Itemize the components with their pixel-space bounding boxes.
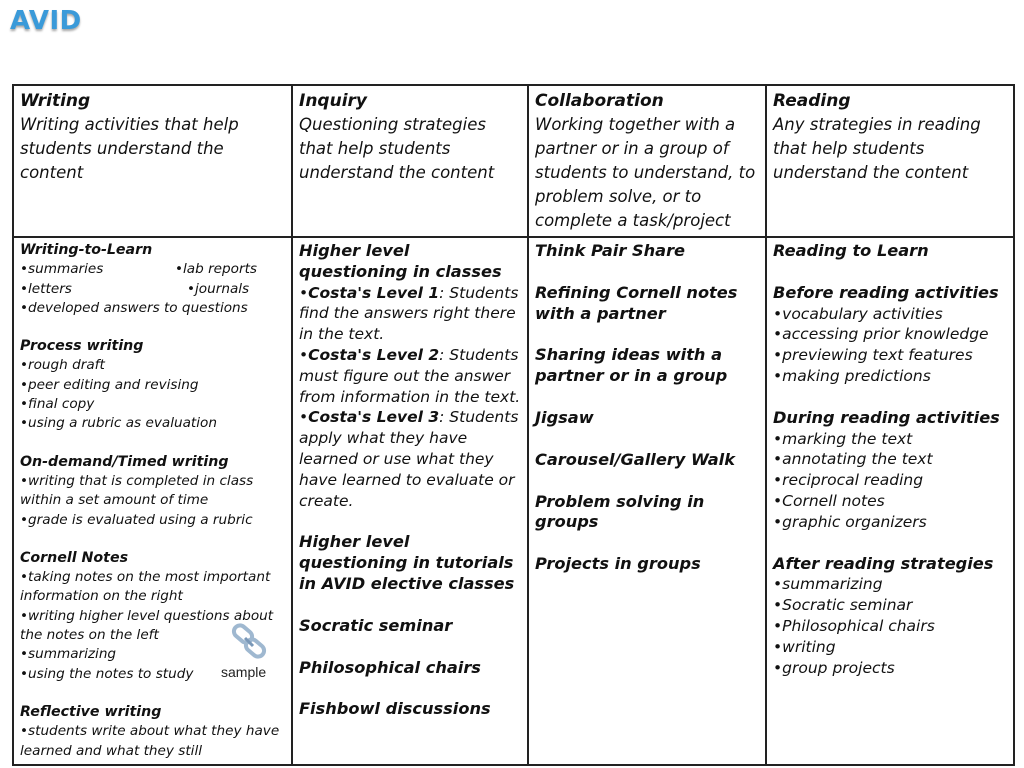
list-item-text: • journals bbox=[175, 280, 249, 299]
list-item: • developed answers to questions bbox=[20, 299, 285, 318]
section-title: After reading strategies bbox=[773, 553, 994, 573]
section-title: Problem solving in groups bbox=[535, 491, 705, 532]
list-item: • grade is evaluated using a rubric bbox=[20, 511, 285, 530]
chain-link-icon[interactable] bbox=[229, 622, 269, 662]
list-item: • accessing prior knowledge bbox=[773, 324, 1007, 345]
list-item-text: : Students apply what they have learned or use what they have learned to evaluate or create. bbox=[299, 408, 519, 510]
list-item-text: • summaries bbox=[20, 260, 175, 279]
list-item: • writing higher level questions about the notes on the left bbox=[20, 607, 285, 646]
list-item: • vocabulary activities bbox=[773, 304, 1007, 325]
list-item: • reciprocal reading bbox=[773, 470, 1007, 491]
sample-link-label[interactable]: sample bbox=[221, 664, 267, 680]
list-item: • marking the text bbox=[773, 429, 1007, 450]
inquiry-cell bbox=[292, 237, 528, 765]
header-reading bbox=[766, 85, 1014, 237]
list-item: • group projects bbox=[773, 658, 1007, 679]
column-description: Writing activities that help students understand the content bbox=[20, 115, 239, 182]
header-collaboration bbox=[528, 85, 766, 237]
collaboration-cell bbox=[528, 237, 766, 765]
list-item bbox=[299, 407, 521, 511]
column-title: Inquiry bbox=[299, 91, 367, 111]
costa-level-label: Costa's Level 2 bbox=[308, 345, 440, 364]
list-item: • annotating the text bbox=[773, 449, 1007, 470]
list-item bbox=[299, 345, 521, 407]
header-row bbox=[13, 85, 1014, 237]
list-item: • students write about what they have learned and what they still bbox=[20, 722, 285, 761]
section-title: During reading activities bbox=[773, 407, 1000, 427]
content-row bbox=[13, 237, 1014, 765]
section-title: Think Pair Share bbox=[535, 241, 686, 260]
writing-cell bbox=[13, 237, 292, 765]
list-item: • making predictions bbox=[773, 366, 1007, 387]
section-title: Jigsaw bbox=[535, 407, 594, 427]
list-item-text: • lab reports bbox=[175, 260, 257, 279]
column-description: Any strategies in reading that help students understand the content bbox=[773, 115, 981, 182]
list-item: • final copy bbox=[20, 395, 285, 414]
list-item: • peer editing and revising bbox=[20, 376, 285, 395]
section-title: Philosophical chairs bbox=[299, 657, 481, 677]
section-title: Projects in groups bbox=[535, 554, 701, 574]
list-item: • writing that is completed in class within a set amount of time bbox=[20, 472, 285, 511]
section-title: Reading to Learn bbox=[773, 241, 929, 260]
section-title: Higher level questioning in classes bbox=[299, 241, 502, 281]
list-item: • using a rubric as evaluation bbox=[20, 414, 285, 433]
list-item: • writing bbox=[773, 637, 1007, 658]
list-item-text: : Students find the answers right there in the text. bbox=[299, 283, 519, 344]
list-item bbox=[20, 260, 285, 279]
list-item bbox=[299, 283, 521, 345]
avid-strategies-table bbox=[12, 84, 1015, 766]
section-title: Reflective writing bbox=[20, 703, 162, 720]
costa-level-label: Costa's Level 1 bbox=[308, 283, 440, 302]
list-item: • previewing text features bbox=[773, 345, 1007, 366]
header-inquiry bbox=[292, 85, 528, 237]
reading-cell bbox=[766, 237, 1014, 765]
column-title: Writing bbox=[20, 91, 91, 111]
list-item: • Philosophical chairs bbox=[773, 616, 1007, 637]
list-item: • rough draft bbox=[20, 356, 285, 375]
section-title: Before reading activities bbox=[773, 282, 999, 302]
avid-logo: AVID bbox=[10, 6, 82, 36]
column-title: Reading bbox=[773, 91, 851, 111]
costa-level-label: Costa's Level 3 bbox=[308, 408, 440, 427]
section-title: Fishbowl discussions bbox=[299, 699, 491, 719]
section-title: Higher level questioning in tutorials in AVID elective classes bbox=[299, 532, 515, 593]
header-writing bbox=[13, 85, 292, 237]
section-title: Writing-to-Learn bbox=[20, 242, 153, 258]
list-item: • graphic organizers bbox=[773, 512, 1007, 533]
section-title: Process writing bbox=[20, 338, 144, 355]
list-item: • summarizing bbox=[20, 645, 285, 664]
section-title: On-demand/Timed writing bbox=[20, 453, 229, 470]
section-title: Carousel/Gallery Walk bbox=[535, 449, 735, 469]
list-item: • using the notes to study bbox=[20, 665, 285, 684]
list-item: • summarizing bbox=[773, 574, 1007, 595]
list-item: • taking notes on the most important information on the right bbox=[20, 568, 285, 607]
list-item: • Socratic seminar bbox=[773, 595, 1007, 616]
column-description: Working together with a partner or in a group of students to understand, to problem solve, or to complete a task/project bbox=[535, 115, 756, 230]
section-title: Refining Cornell notes with a partner bbox=[535, 282, 738, 323]
section-title: Cornell Notes bbox=[20, 549, 129, 566]
list-item-text: : Students must figure out the answer from information in the text. bbox=[299, 345, 521, 406]
column-description: Questioning strategies that help students understand the content bbox=[299, 115, 495, 182]
column-title: Collaboration bbox=[535, 91, 664, 111]
list-item: • Cornell notes bbox=[773, 491, 1007, 512]
list-item-text: • letters bbox=[20, 280, 175, 299]
section-title: Sharing ideas with a partner or in a group bbox=[535, 345, 728, 386]
list-item bbox=[20, 280, 285, 299]
section-title: Socratic seminar bbox=[299, 615, 453, 635]
